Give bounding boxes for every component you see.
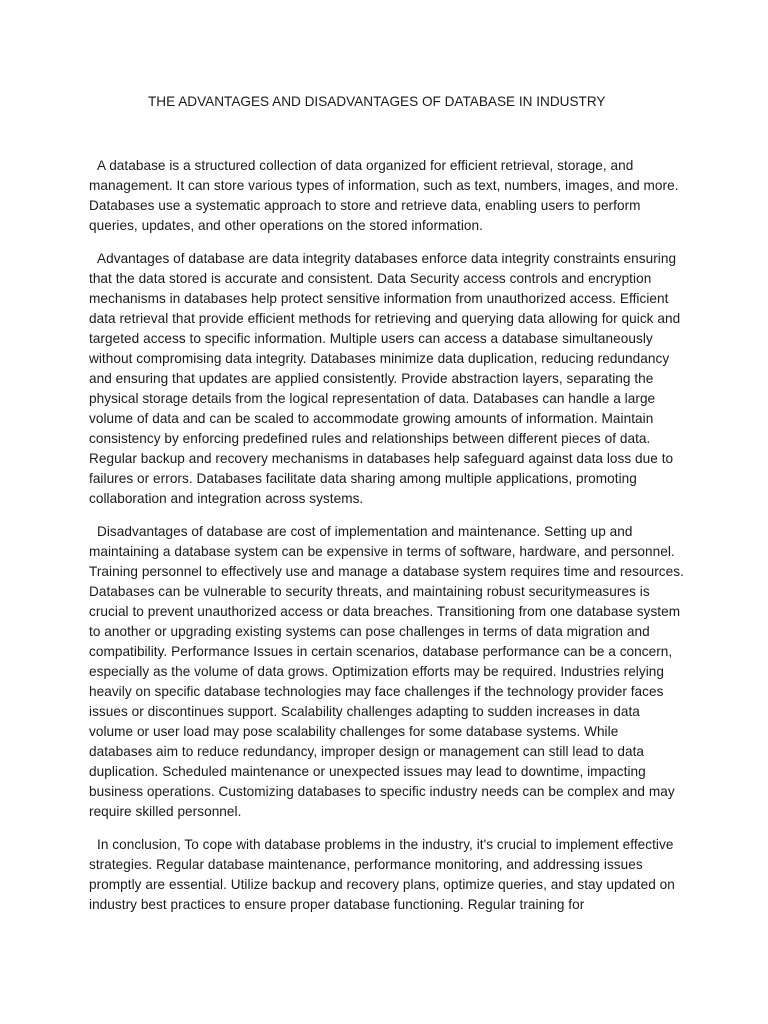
paragraph-conclusion: In conclusion, To cope with database problems in the industry, it's crucial to implement effective strategies. Regular database maintenance, performance monitoring, and addressing issues promptly are essential. Utilize backup and recovery plans, optimize queries, and stay updated on industry best practices to ensure proper database functioning. Regular training for bbox=[89, 837, 675, 912]
document-body bbox=[89, 156, 685, 928]
document-title: THE ADVANTAGES AND DISADVANTAGES OF DATABASE IN INDUSTRY bbox=[148, 94, 606, 109]
paragraph-disadvantages: Disadvantages of database are cost of implementation and maintenance. Setting up and maintaining a database system can be expensive in terms of software, hardware, and personnel. Training personnel to effectively use and manage a database system requires time and resources. Databases can be vulnerable to security threats, and maintaining robust securitymeasures is crucial to prevent unauthorized access or data breaches. Transitioning from one database system to another or upgrading existing systems can pose challenges in terms of data migration and compatibility. Performance Issues in certain scenarios, database performance can be a concern, especially as the volume of data grows. Optimization efforts may be required. Industries relying heavily on specific database technologies may face challenges if the technology provider faces issues or discontinues support. Scalability challenges adapting to sudden increases in data volume or user load may pose scalability challenges for some database systems. While databases aim to reduce redundancy, improper design or management can still lead to data duplication. Scheduled maintenance or unexpected issues may lead to downtime, impacting business operations. Customizing databases to specific industry needs can be complex and may require skilled personnel. bbox=[89, 524, 684, 819]
paragraph-introduction: A database is a structured collection of data organized for efficient retrieval, storage, and management. It can store various types of information, such as text, numbers, images, and more. Databases use a systematic approach to store and retrieve data, enabling users to perform queries, updates, and other operations on the stored information. bbox=[89, 158, 679, 233]
paragraph-advantages: Advantages of database are data integrity databases enforce data integrity constraints ensuring that the data stored is accurate and consistent. Data Security access controls and encryption mechanisms in databases help protect sensitive information from unauthorized access. Efficient data retrieval that provide efficient methods for retrieving and querying data allowing for quick and targeted access to specific information. Multiple users can access a database simultaneously without compromising data integrity. Databases minimize data duplication, reducing redundancy and ensuring that updates are applied consistently. Provide abstraction layers, separating the physical storage details from the logical representation of data. Databases can handle a large volume of data and can be scaled to accommodate growing amounts of information. Maintain consistency by enforcing predefined rules and relationships between different pieces of data. Regular backup and recovery mechanisms in databases help safeguard against data loss due to failures or errors. Databases facilitate data sharing among multiple applications, promoting collaboration and integration across systems. bbox=[89, 251, 681, 506]
